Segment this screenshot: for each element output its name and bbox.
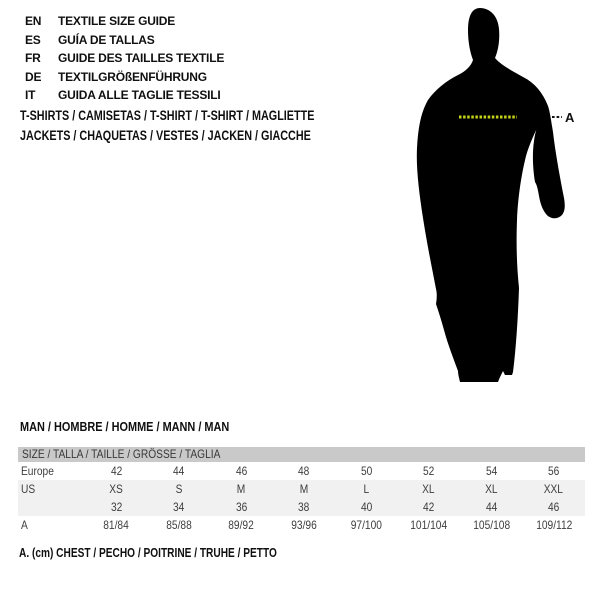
- row-label: [18, 480, 85, 498]
- size-value: 34: [173, 500, 185, 514]
- size-value: XS: [109, 482, 124, 496]
- size-cell: [210, 516, 273, 534]
- size-value: 56: [548, 464, 560, 478]
- man-figure: [408, 0, 578, 392]
- size-cell: [460, 462, 523, 480]
- size-cell: [523, 462, 586, 480]
- size-cell: [398, 498, 461, 516]
- product-line-tshirts: T-SHIRTS / CAMISETAS / T-SHIRT / T-SHIRT / MAGLIETTE: [20, 108, 315, 123]
- size-value: 42: [110, 464, 122, 478]
- size-cell: [148, 498, 211, 516]
- language-code: ES: [25, 32, 41, 47]
- size-table-header-label: SIZE / TALLA / TAILLE / GRÖSSE / TAGLIA: [22, 447, 221, 461]
- size-value: 109/112: [535, 518, 572, 532]
- size-value: 40: [360, 500, 372, 514]
- size-cell: [335, 516, 398, 534]
- size-cell: [210, 462, 273, 480]
- row-label: [18, 462, 85, 480]
- language-row: [25, 68, 224, 87]
- gender-section-title: MAN / HOMBRE / HOMME / MANN / MAN: [20, 419, 230, 434]
- size-cell: [210, 498, 273, 516]
- man-silhouette-path: [417, 8, 565, 382]
- size-cell: [148, 462, 211, 480]
- size-cell: [85, 498, 148, 516]
- size-cell: [273, 480, 336, 498]
- language-row: [25, 49, 224, 68]
- language-title: TEXTILE SIZE GUIDE: [58, 14, 176, 28]
- language-row: [25, 86, 224, 105]
- size-cell: [523, 498, 586, 516]
- language-row: [25, 31, 224, 50]
- size-cell: [398, 516, 461, 534]
- size-cell: [460, 498, 523, 516]
- size-value: 89/92: [228, 518, 255, 532]
- size-cell: [460, 516, 523, 534]
- row-label: [18, 498, 85, 516]
- size-cell: [398, 462, 461, 480]
- row-label-text: US: [21, 482, 36, 496]
- size-value: 52: [423, 464, 435, 478]
- language-list: [25, 12, 224, 105]
- size-value: 97/100: [350, 518, 382, 532]
- size-cell: [210, 480, 273, 498]
- size-value: 46: [548, 500, 560, 514]
- size-cell: [523, 516, 586, 534]
- size-value: XXL: [544, 482, 564, 496]
- product-line-jackets: JACKETS / CHAQUETAS / VESTES / JACKEN / GIACCHE: [20, 127, 311, 143]
- size-cell: [460, 480, 523, 498]
- size-cell: [273, 498, 336, 516]
- table-row-chest: [18, 516, 585, 534]
- size-cell: [273, 516, 336, 534]
- language-code: IT: [25, 88, 36, 102]
- row-label: [18, 516, 85, 534]
- size-cell: [335, 480, 398, 498]
- size-cell: [335, 462, 398, 480]
- language-code: EN: [25, 14, 42, 28]
- row-label-text: Europe: [21, 464, 54, 478]
- product-categories: [20, 106, 388, 145]
- size-value: XL: [422, 482, 435, 496]
- size-cell: [398, 480, 461, 498]
- size-value: 85/88: [165, 518, 192, 532]
- row-label-text: A: [21, 518, 28, 532]
- language-code: DE: [25, 69, 42, 84]
- size-value: M: [299, 482, 308, 496]
- size-value: 48: [298, 464, 310, 478]
- size-value: L: [363, 482, 370, 496]
- size-cell: [85, 516, 148, 534]
- language-title: GUIDE DES TAILLES TEXTILE: [58, 51, 225, 65]
- size-value: 42: [423, 500, 435, 514]
- size-value: 81/84: [103, 518, 130, 532]
- size-table: [18, 447, 585, 534]
- man-silhouette-icon: [408, 0, 578, 392]
- size-cell: [273, 462, 336, 480]
- table-row-us-numeric: [18, 498, 585, 516]
- language-title: GUIDA ALLE TAGLIE TESSILI: [58, 88, 221, 102]
- size-value: 36: [235, 500, 247, 514]
- size-table-header: [18, 447, 585, 462]
- size-value: 32: [110, 500, 122, 514]
- size-cell: [335, 498, 398, 516]
- language-code: FR: [25, 51, 41, 65]
- size-cell: [523, 480, 586, 498]
- measurement-footnote-text: A. (cm) CHEST / PECHO / POITRINE / TRUHE / PETTO: [19, 545, 277, 560]
- size-value: S: [175, 482, 183, 496]
- measurement-footnote: [19, 545, 350, 560]
- size-value: 38: [298, 500, 310, 514]
- table-row-us: [18, 480, 585, 498]
- size-value: 54: [485, 464, 497, 478]
- size-value: 44: [485, 500, 497, 514]
- size-cell: [85, 462, 148, 480]
- size-value: M: [237, 482, 246, 496]
- size-value: XL: [485, 482, 498, 496]
- size-cell: [85, 480, 148, 498]
- language-title: TEXTILGRÖßENFÜHRUNG: [58, 69, 207, 84]
- language-row: [25, 12, 224, 31]
- size-value: 105/108: [472, 518, 510, 532]
- size-value: 50: [360, 464, 372, 478]
- size-value: 44: [173, 464, 185, 478]
- size-cell: [148, 516, 211, 534]
- size-value: 101/104: [410, 518, 448, 532]
- size-value: 46: [235, 464, 247, 478]
- size-value: 93/96: [290, 518, 317, 532]
- table-row-europe: [18, 462, 585, 480]
- size-cell: [148, 480, 211, 498]
- measure-label: A: [565, 110, 575, 125]
- language-title: GUÍA DE TALLAS: [58, 32, 155, 47]
